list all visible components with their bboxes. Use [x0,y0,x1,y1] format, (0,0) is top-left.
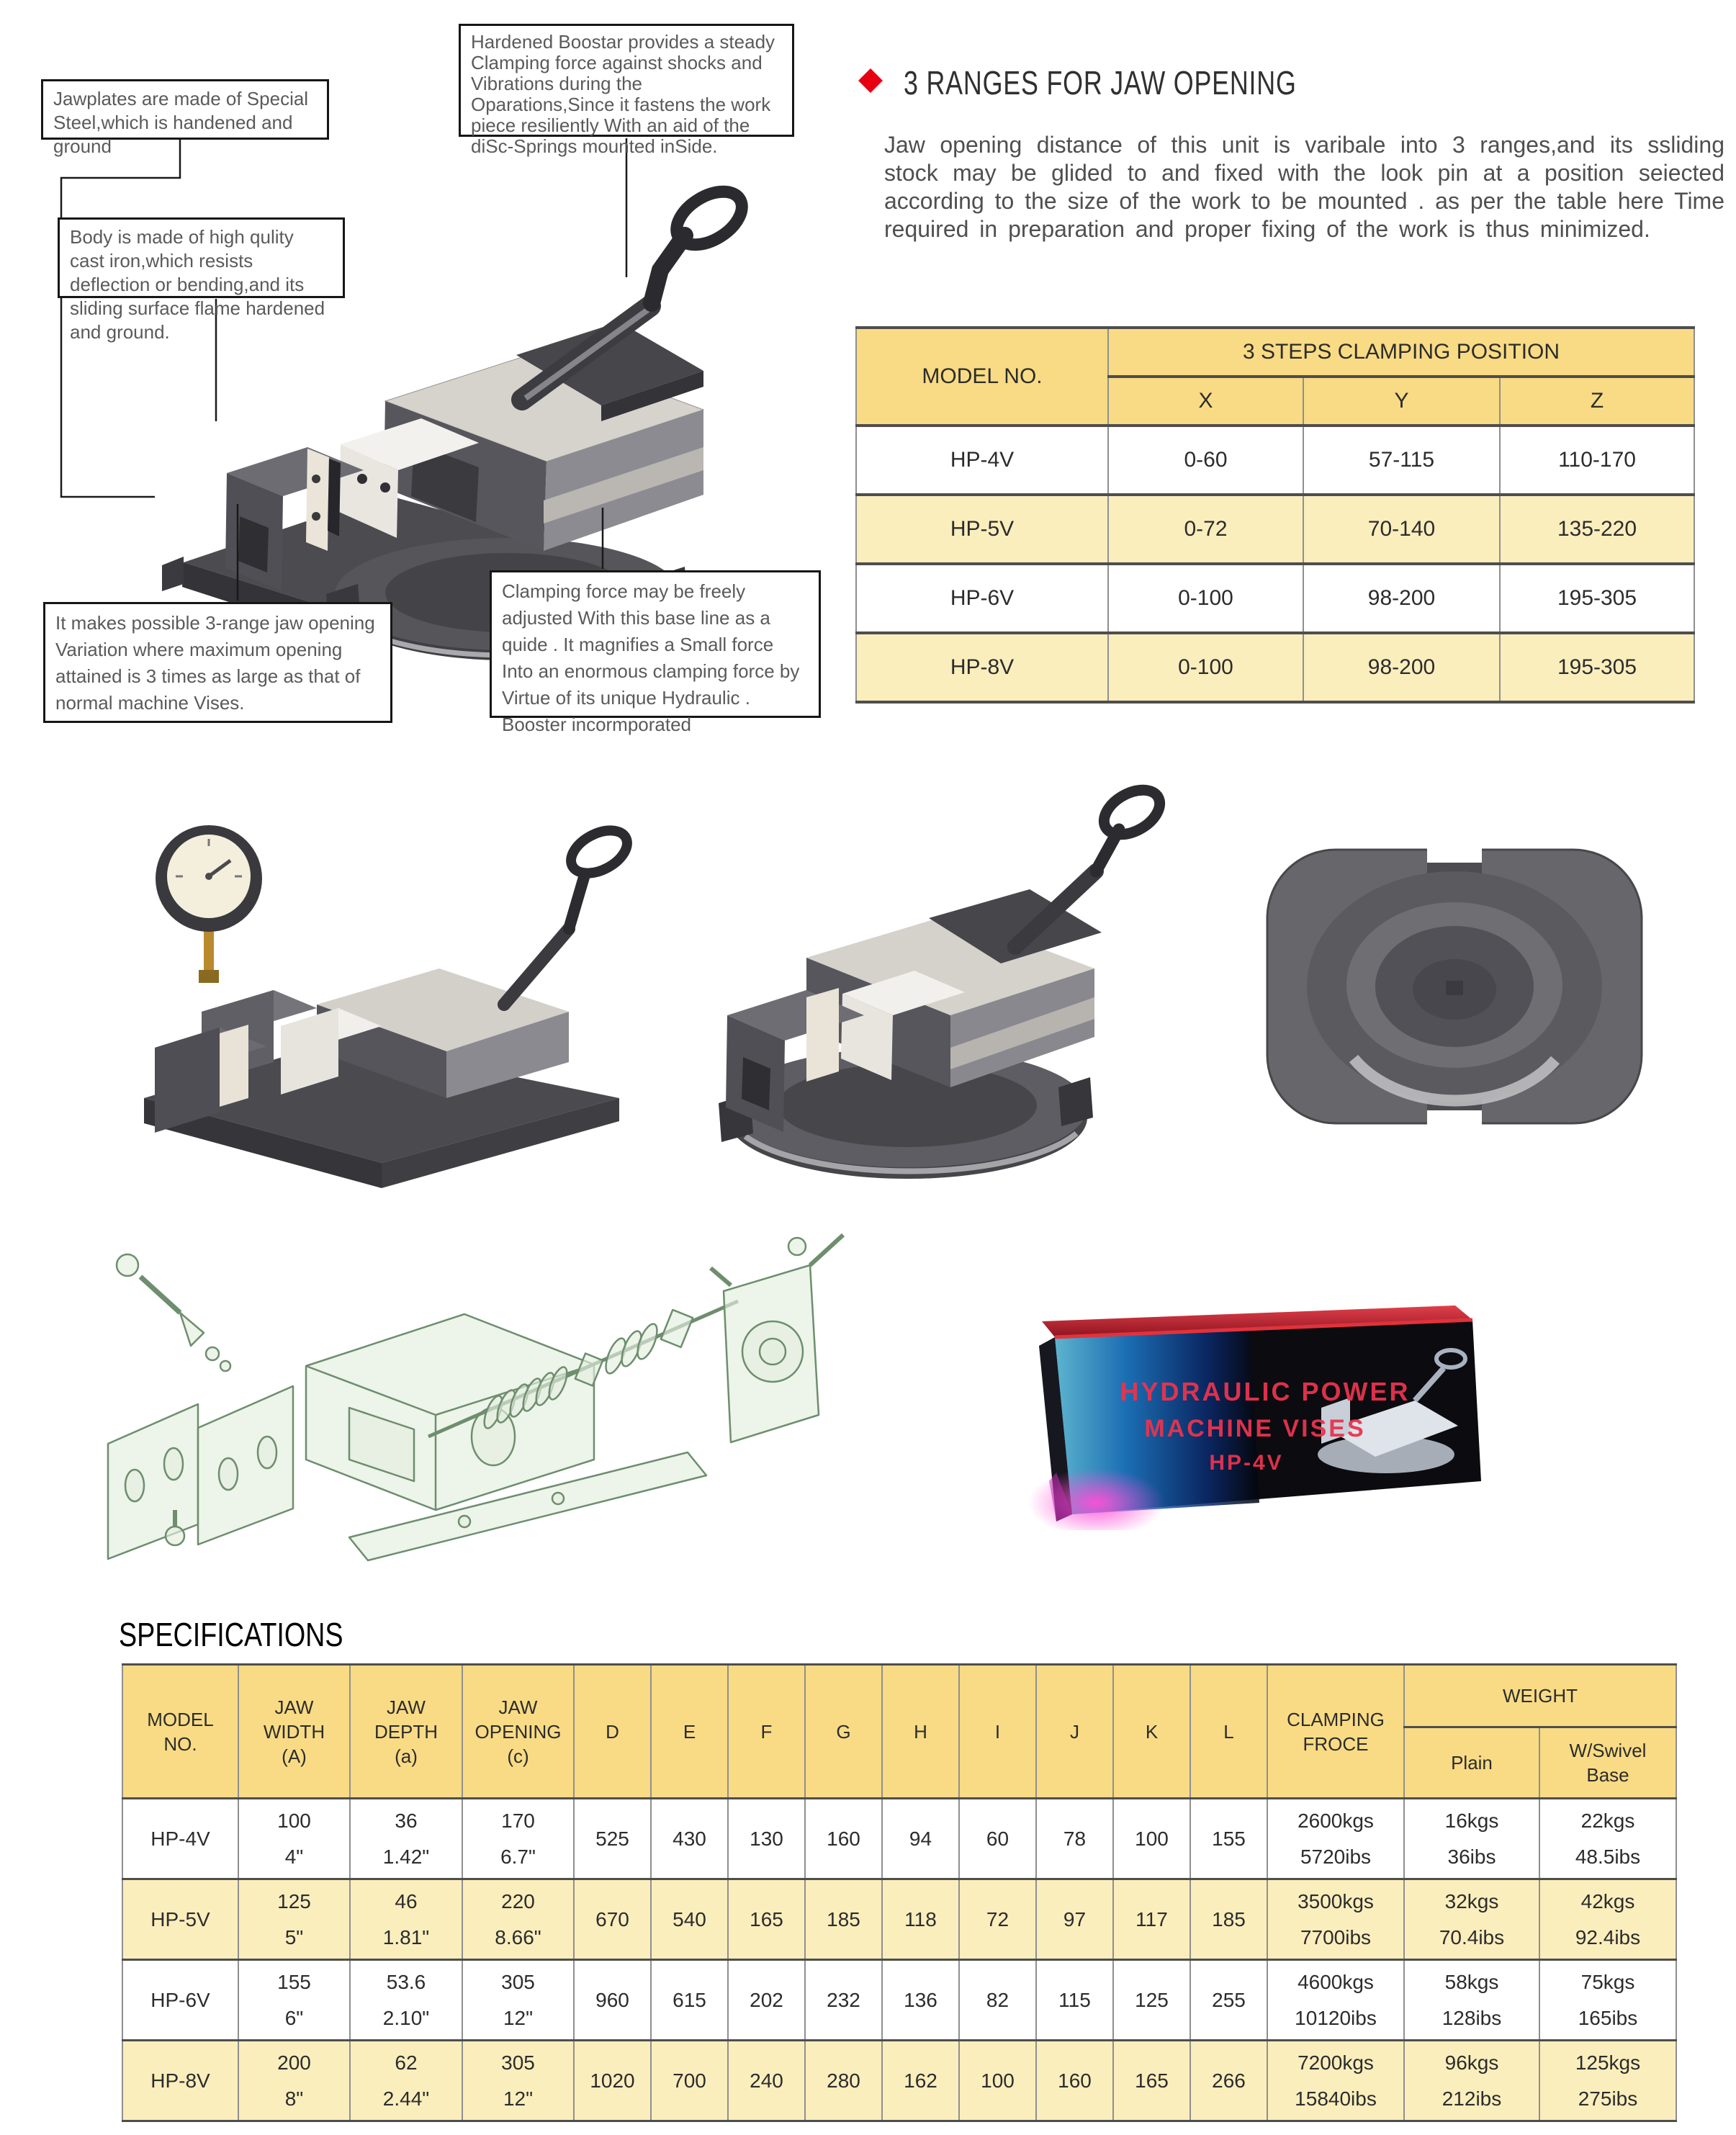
spec-cell-plain: 16kgs 36ibs [1404,1799,1539,1879]
spec-cell-k: 125 [1113,1960,1190,2041]
section-title: 3 RANGES FOR JAW OPENING [904,64,1297,102]
gauge-vise-image [101,788,670,1192]
spec-header-g: G [805,1665,882,1799]
spec-cell-f: 202 [728,1960,805,2041]
clamp-header-x: X [1108,377,1303,426]
box-title-line3: HP-4V [1209,1451,1284,1475]
spec-header-jaw-depth: JAW DEPTH (a) [350,1665,462,1799]
spec-cell-g: 280 [805,2041,882,2121]
clamp-table-row [856,633,1694,702]
spec-cell-d: 1020 [574,2041,651,2121]
callout-boostar: Hardened Boostar provides a steady Clamping force against shocks and Vibrations during the Oparations,Since it fastens the work piece resiliently With an aid of the diSc-Springs mounted inSide. [459,24,794,137]
spec-cell-d: 960 [574,1960,651,2041]
spec-cell-j: 160 [1036,2041,1113,2121]
clamp-cell-y: 98-200 [1303,633,1500,702]
spec-cell-jaw_opening: 170 6.7" [462,1799,574,1879]
spec-cell-j: 115 [1036,1960,1113,2041]
spec-cell-swivel: 125kgs 275ibs [1539,2041,1676,2121]
clamp-header-model: MODEL NO. [856,328,1108,426]
spec-cell-clamping: 4600kgs 10120ibs [1267,1960,1404,2041]
spec-cell-l: 255 [1190,1960,1267,2041]
spec-cell-jaw_opening: 305 12" [462,2041,574,2121]
spec-cell-i: 82 [959,1960,1036,2041]
spec-cell-l: 185 [1190,1879,1267,1960]
spec-cell-h: 94 [882,1799,959,1879]
clamp-cell-model: HP-5V [856,495,1108,564]
clamp-cell-x: 0-72 [1108,495,1303,564]
clamp-header-y: Y [1303,377,1500,426]
spec-cell-jaw_opening: 305 12" [462,1960,574,2041]
spec-header-weight: WEIGHT [1404,1665,1676,1727]
spec-cell-g: 232 [805,1960,882,2041]
spec-cell-plain: 58kgs 128ibs [1404,1960,1539,2041]
spec-cell-jaw_opening: 220 8.66" [462,1879,574,1960]
clamp-cell-z: 110-170 [1500,426,1694,495]
spec-header-i: I [959,1665,1036,1799]
spec-cell-jaw_width: 200 8" [238,2041,350,2121]
spec-cell-j: 78 [1036,1799,1113,1879]
spec-table-row [122,1799,1676,1879]
spec-cell-jaw_depth: 53.6 2.10" [350,1960,462,2041]
clamp-cell-y: 70-140 [1303,495,1500,564]
spec-cell-model: HP-5V [122,1879,238,1960]
clamp-header-group: 3 STEPS CLAMPING POSITION [1108,328,1694,377]
spec-cell-k: 165 [1113,2041,1190,2121]
clamp-cell-x: 0-100 [1108,633,1303,702]
spec-cell-swivel: 42kgs 92.4ibs [1539,1879,1676,1960]
spec-cell-k: 100 [1113,1799,1190,1879]
spec-cell-i: 60 [959,1799,1036,1879]
clamp-cell-model: HP-8V [856,633,1108,702]
spec-table [122,1663,1677,2122]
spec-cell-e: 430 [651,1799,728,1879]
clamp-cell-model: HP-4V [856,426,1108,495]
product-box-image [1012,1293,1494,1530]
spec-cell-e: 615 [651,1960,728,2041]
spec-cell-jaw_depth: 62 2.44" [350,2041,462,2121]
spec-cell-e: 700 [651,2041,728,2121]
callout-body: Body is made of high qulity cast iron,which resists deflection or bending,and its sliding surface flame hardened and ground. [58,217,345,298]
section-paragraph: Jaw opening distance of this unit is varibale into 3 ranges,and its ssliding stock may be glided to and fixed with the look pin at a position seiected according to the size of the work to be mounted . as per the table here Time required in preparation and proper fixing of the work is thus minimized. [884,132,1724,242]
callout-range: It makes possible 3-range jaw opening Variation where maximum opening attained is 3 times as large as that of normal machine Vises. [43,602,392,723]
clamp-cell-x: 0-60 [1108,426,1303,495]
exploded-diagram-image [90,1199,860,1566]
spec-header-k: K [1113,1665,1190,1799]
spec-cell-swivel: 22kgs 48.5ibs [1539,1799,1676,1879]
spec-table-row [122,1879,1676,1960]
callout-jawplates: Jawplates are made of Special Steel,which is handened and ground [41,79,329,140]
spec-header-l: L [1190,1665,1267,1799]
spec-header-swivel: W/Swivel Base [1539,1727,1676,1799]
clamp-table-row [856,564,1694,633]
spec-header-model: MODEL NO. [122,1665,238,1799]
clamp-cell-x: 0-100 [1108,564,1303,633]
spec-cell-f: 130 [728,1799,805,1879]
clamp-cell-y: 98-200 [1303,564,1500,633]
pressure-gauge-icon [156,825,262,983]
spec-cell-jaw_width: 155 6" [238,1960,350,2041]
box-title-line1: HYDRAULIC POWER [1120,1377,1411,1406]
spec-header-clamping: CLAMPING FROCE [1267,1665,1404,1799]
spec-cell-h: 118 [882,1879,959,1960]
spec-header-jaw-width: JAW WIDTH (A) [238,1665,350,1799]
callout-clamping: Clamping force may be freely adjusted With this base line as a quide . It magnifies a Small force Into an enormous clamping force by Virtue of its unique Hydraulic . Booster incormporated [490,570,821,718]
spec-cell-j: 97 [1036,1879,1113,1960]
spec-cell-jaw_width: 100 4" [238,1799,350,1879]
spec-cell-jaw_width: 125 5" [238,1879,350,1960]
specifications-title: SPECIFICATIONS [119,1616,343,1653]
spec-cell-l: 155 [1190,1799,1267,1879]
clamp-position-table [855,326,1695,704]
spec-cell-k: 117 [1113,1879,1190,1960]
spec-header-e: E [651,1665,728,1799]
spec-cell-plain: 96kgs 212ibs [1404,2041,1539,2121]
spec-header-f: F [728,1665,805,1799]
clamp-table-row [856,495,1694,564]
spec-cell-plain: 32kgs 70.4ibs [1404,1879,1539,1960]
spec-cell-g: 160 [805,1799,882,1879]
spec-cell-model: HP-6V [122,1960,238,2041]
spec-cell-model: HP-8V [122,2041,238,2121]
spec-cell-model: HP-4V [122,1799,238,1879]
spec-table-row [122,1960,1676,2041]
spec-cell-jaw_depth: 36 1.42" [350,1799,462,1879]
clamp-cell-model: HP-6V [856,564,1108,633]
spec-cell-h: 136 [882,1960,959,2041]
spec-cell-d: 525 [574,1799,651,1879]
spec-header-d: D [574,1665,651,1799]
spec-cell-e: 540 [651,1879,728,1960]
spec-header-h: H [882,1665,959,1799]
spec-cell-swivel: 75kgs 165ibs [1539,1960,1676,2041]
spec-header-j: J [1036,1665,1113,1799]
spec-header-jaw-opening: JAW OPENING (c) [462,1665,574,1799]
spec-cell-l: 266 [1190,2041,1267,2121]
spec-cell-f: 240 [728,2041,805,2121]
box-title-line2: MACHINE VISES [1144,1415,1366,1442]
clamp-cell-z: 195-305 [1500,564,1694,633]
spec-cell-d: 670 [574,1879,651,1960]
spec-header-plain: Plain [1404,1727,1539,1799]
spec-cell-clamping: 3500kgs 7700ibs [1267,1879,1404,1960]
spec-cell-g: 185 [805,1879,882,1960]
spec-cell-jaw_depth: 46 1.81" [350,1879,462,1960]
swivel-base-image [1246,821,1663,1152]
spec-table-row [122,2041,1676,2121]
clamp-header-z: Z [1500,377,1694,426]
spec-cell-i: 100 [959,2041,1036,2121]
spec-cell-clamping: 7200kgs 15840ibs [1267,2041,1404,2121]
swivel-vise-image [626,778,1188,1203]
spec-cell-i: 72 [959,1879,1036,1960]
clamp-cell-z: 195-305 [1500,633,1694,702]
spec-cell-f: 165 [728,1879,805,1960]
clamp-table-row [856,426,1694,495]
clamp-cell-y: 57-115 [1303,426,1500,495]
clamp-cell-z: 135-220 [1500,495,1694,564]
spec-cell-clamping: 2600kgs 5720ibs [1267,1799,1404,1879]
spec-cell-h: 162 [882,2041,959,2121]
